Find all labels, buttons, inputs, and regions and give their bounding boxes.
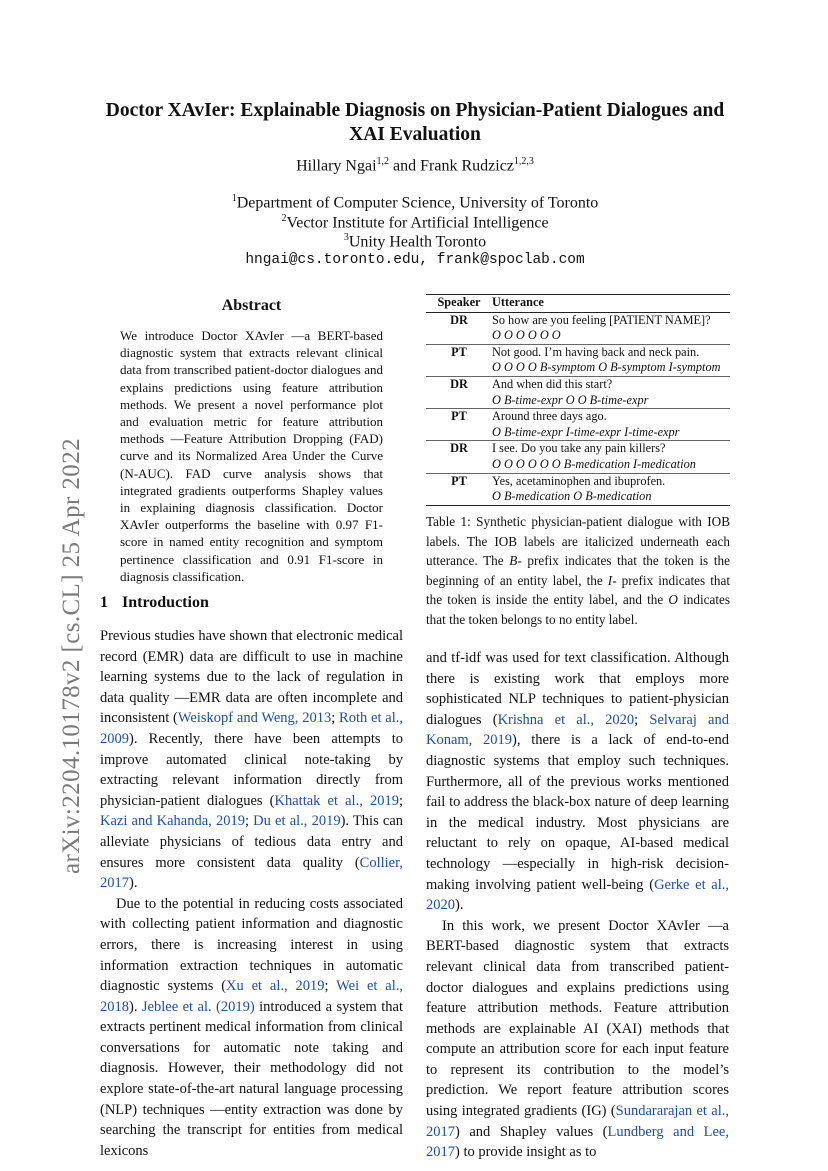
body-text: ). Recently, there have been attempts to improve automated clinical note-taking by extracting relevant information directly from physician-patient dialogues ( (100, 730, 403, 809)
body-text: ) to provide insight as to (455, 1144, 597, 1161)
citation-link[interactable]: Wei et al., 2018 (100, 978, 403, 1015)
table-row (426, 312, 730, 344)
body-text: In this work, we present Doctor XAvIer —a BERT-based diagnostic system that extracts relevant clinical data from transcribed patient-doctor dialogues and explains predictions using feature attribution methods. Feature attribution methods are explainable AI (XAI) methods that compute an attribution score for each input feature to represent its contribution to the model’s prediction. We report feature attribution scores using integrated gradients (IG) ( (426, 917, 729, 1120)
citation-separator: ; (634, 711, 650, 728)
utterance-cell (492, 409, 730, 441)
iob-labels: O B-time-expr I-time-expr I-time-expr (492, 424, 680, 439)
utterance-cell (492, 344, 730, 376)
caption-text: prefix indicates that the token is the beginning of an entity label, the (426, 553, 730, 588)
author-name: Hillary Ngai (296, 157, 377, 175)
citation-separator: ; (398, 792, 403, 809)
utterance-cell (492, 376, 730, 408)
author-affiliation-marks: 1,2,3 (513, 156, 534, 167)
speaker-cell: PT (451, 344, 467, 359)
right-column-body (426, 648, 729, 1163)
body-text: ). (129, 998, 142, 1015)
abstract-body: We introduce Doctor XAvIer —a BERT-based diagnostic system that extracts relevant clinical data from transcribed patient-doctor dialogues and explains predictions using feature attribution methods. We present a novel performance plot and evaluation metric for feature attribution methods —Feature Attribution Dropping (FAD) curve and its Normalized Area Under the Curve (N-AUC). FAD curve analysis shows that integrated gradients outperforms Shapley values in explaining diagnosis classification. Doctor XAvIer outperforms the baseline with 0.97 F1-score in named entity recognition and symptom pertinence classification and 0.91 F1-score in diagnosis classification. (120, 328, 383, 584)
citation-link[interactable]: Weiskopf and Weng, 2013 (177, 710, 332, 727)
utterance-cell (492, 473, 730, 505)
column-header-utterance: Utterance (492, 295, 730, 313)
citation-link[interactable]: Selvaraj and Konam, 2019 (426, 711, 729, 749)
iob-labels: O B-time-expr O O B-time-expr (492, 392, 649, 407)
table-row (426, 473, 730, 505)
caption-text: prefix indicates that the token is inside the entity label, and the (426, 572, 730, 608)
paragraph (100, 626, 403, 894)
table-row (426, 344, 730, 376)
table-caption (426, 512, 730, 630)
citation-link[interactable]: Du et al., 2019 (253, 813, 341, 830)
affiliation-text: Department of Computer Science, University of Toronto (236, 194, 599, 212)
citation-link[interactable]: Sundararajan et al., 2017 (426, 1103, 729, 1140)
affiliation (100, 232, 730, 251)
body-text: ) and Shapley values ( (455, 1123, 608, 1140)
paragraph (100, 894, 403, 1162)
table-row (426, 441, 730, 473)
body-text: Previous studies have shown that electronic medical record (EMR) data are difficult to use in machine learning systems due to the lack of regulation in data quality —EMR data are often incomplete and inconsistent ( (100, 628, 403, 727)
speaker-cell: DR (450, 376, 468, 391)
citation-link[interactable]: Gerke et al., 2020 (426, 876, 730, 914)
affiliation-text: Vector Institute for Artificial Intelligence (286, 214, 549, 232)
utterance-cell (492, 312, 730, 344)
utterance-text: And when did this start? (492, 376, 613, 391)
body-text: introduced a system that extracts pertinent medical information from clinical conversations for automatic note taking and diagnosis. However, their methodology did not explore state-of-the-art natural language processing (NLP) techniques —entity extraction was done by searching the transcript for entities from medical lexicons (100, 998, 403, 1159)
citation-link[interactable]: Roth et al., 2009 (100, 710, 403, 747)
utterance-text: Around three days ago. (492, 409, 607, 424)
section-heading-introduction (100, 594, 209, 612)
iob-labels: O O O O O O B-medication I-medication (492, 456, 696, 471)
author-line (100, 156, 730, 175)
citation-link[interactable]: Jeblee et al. (2019) (141, 998, 255, 1015)
citation-link[interactable]: Collier, 2017 (100, 854, 403, 892)
citation-link[interactable]: Xu et al., 2019 (226, 978, 325, 995)
iob-labels: O B-medication O B-medication (492, 489, 652, 504)
abstract-heading: Abstract (221, 297, 282, 314)
iob-labels: O O O O B-symptom O B-symptom I-symptom (492, 360, 721, 375)
affiliation-mark: 1 (231, 193, 237, 204)
utterance-text: So how are you feeling [PATIENT NAME]? (492, 312, 711, 327)
table-row (426, 376, 730, 408)
author-joiner: and (393, 157, 417, 175)
utterance-cell (492, 441, 730, 473)
affiliation-mark: 3 (343, 232, 349, 243)
caption-i-prefix: I- (607, 572, 617, 588)
column-header-speaker: Speaker (426, 295, 492, 313)
affiliation (100, 213, 730, 232)
section-title: Introduction (122, 594, 209, 611)
body-text: Due to the potential in reducing costs associated with collecting patient information and diagnostic errors, there is increasing interest in using information extraction techniques in automatic diagnostic systems ( (100, 895, 403, 995)
body-text: ), there is a lack of end-to-end diagnostic systems that employ such techniques. Furthermore, all of the previous works mentioned fail to address the black-box nature of deep learning in the medical industry. Most physicians are reluctant to rely on opaque, AI-based medical technology —especially in high-risk decision-making involving patient well-being ( (426, 732, 730, 893)
utterance-text: I see. Do you take any pain killers? (492, 441, 666, 456)
table-row (426, 409, 730, 441)
author-emails: hngai@cs.toronto.edu, frank@spoclab.com (245, 252, 585, 268)
arxiv-side-stamp (10, 0, 85, 1171)
citation-link[interactable]: Khattak et al., 2019 (274, 792, 399, 809)
author-affiliation-marks: 1,2 (376, 156, 390, 167)
body-text: ). (455, 897, 464, 914)
caption-text: indicates that the token belongs to no entity label. (426, 592, 730, 627)
author-name: Frank Rudzicz (420, 157, 514, 175)
citation-separator: ; (331, 710, 340, 727)
caption-o-label: O (668, 592, 678, 608)
citation-link[interactable]: Lundberg and Lee, 2017 (426, 1123, 729, 1161)
speaker-cell: DR (450, 441, 468, 456)
citation-link[interactable]: Krishna et al., 2020 (497, 711, 635, 728)
section-number: 1 (100, 594, 108, 611)
dialogue-table (426, 294, 730, 506)
left-column-body (100, 626, 403, 1161)
affiliation (100, 193, 730, 212)
speaker-cell: PT (451, 473, 467, 488)
caption-b-prefix: B- (509, 553, 522, 569)
body-text: and tf-idf was used for text classification. Although there is existing work that employs more sophisticated NLP techniques to patient-physician dialogues ( (426, 650, 729, 728)
citation-separator: ; (324, 978, 337, 995)
utterance-text: Not good. I’m having back and neck pain. (492, 344, 700, 359)
speaker-cell: DR (450, 312, 468, 327)
table-header-row (426, 295, 730, 313)
paper-title: Doctor XAvIer: Explainable Diagnosis on Physician-Patient Dialogues and XAI Evaluation (105, 100, 725, 145)
citation-separator: ; (244, 813, 254, 830)
citation-link[interactable]: Kazi and Kahanda, 2019 (100, 813, 245, 830)
iob-labels: O O O O O O (492, 328, 561, 343)
paragraph (426, 648, 729, 916)
body-text: ). This can alleviate physicians of tedious data entry and ensures more consistent data quality ( (100, 813, 404, 871)
arxiv-identifier: arXiv:2204.10178v2 [cs.CL] 25 Apr 2022 (58, 438, 85, 874)
speaker-cell: PT (451, 409, 467, 424)
caption-text: Table 1: Synthetic physician-patient dialogue with IOB labels. The IOB labels are italicized underneath each utterance. The (426, 514, 730, 569)
affiliation-mark: 2 (281, 213, 287, 224)
utterance-text: Yes, acetaminophen and ibuprofen. (492, 473, 666, 488)
affiliation-text: Unity Health Toronto (348, 233, 487, 251)
body-text: ). (129, 875, 138, 892)
paragraph (426, 916, 729, 1163)
